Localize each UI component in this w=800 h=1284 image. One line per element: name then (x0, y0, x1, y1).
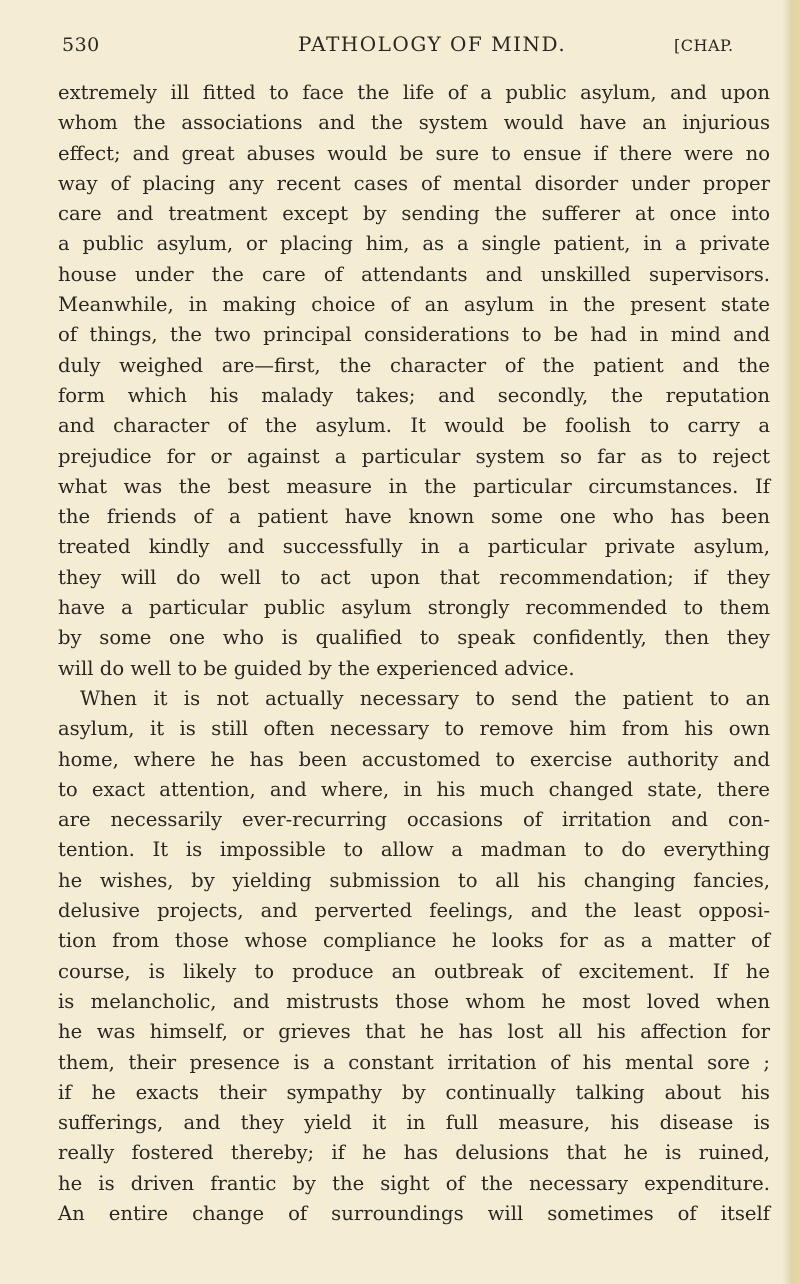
paragraph-end-line: will do well to be guided by the experienced advice. (58, 656, 575, 680)
chapter-mark: [CHAP. (674, 36, 734, 55)
text-line: prejudice for or against a particular system so far as to reject (58, 444, 770, 468)
text-line: to exact attention, and where, in his much changed state, there (58, 777, 770, 801)
text-line: if he exacts their sympathy by continually talking about his (58, 1080, 770, 1104)
running-title: PATHOLOGY OF MIND. (298, 32, 567, 56)
text-line: of things, the two principal considerations to be had in mind and (58, 323, 770, 347)
text-line: what was the best measure in the particular circumstances. If (58, 474, 770, 498)
text-line: tion from those whose compliance he looks for as a matter of (58, 929, 770, 953)
text-line: he is driven frantic by the sight of the necessary expenditure. (58, 1171, 770, 1195)
text-line: delusive projects, and perverted feelings, and the least opposi- (58, 899, 770, 923)
text-line: whom the associations and the system would have an injurious (58, 111, 770, 135)
text-line: house under the care of attendants and unskilled supervisors. (58, 262, 770, 286)
paragraph-start-line: When it is not actually necessary to send the patient to an (80, 686, 770, 710)
text-line: course, is likely to produce an outbreak of excitement. If he (58, 959, 770, 983)
text-line: duly weighed are—first, the character of the patient and the (58, 353, 770, 377)
text-line: they will do well to act upon that recommendation; if they (58, 565, 770, 589)
text-line: is melancholic, and mistrusts those whom he most loved when (58, 989, 770, 1013)
running-head (62, 30, 768, 64)
text-line: really fostered thereby; if he has delusions that he is ruined, (58, 1141, 770, 1165)
text-line: extremely ill fitted to face the life of a public asylum, and upon (58, 81, 770, 104)
text-line: effect; and great abuses would be sure to ensue if there were no (58, 141, 770, 165)
body-text (58, 78, 770, 1229)
page-number: 530 (62, 34, 100, 56)
text-line: tention. It is impossible to allow a madman to do everything (58, 838, 770, 862)
text-line: treated kindly and successfully in a particular private asylum, (58, 535, 770, 559)
text-line: by some one who is qualified to speak confidently, then they (58, 626, 770, 650)
text-line: have a particular public asylum strongly recommended to them (58, 596, 770, 620)
text-line: home, where he has been accustomed to exercise authority and (58, 747, 770, 771)
text-line: them, their presence is a constant irritation of his mental sore ; (58, 1050, 770, 1074)
text-line: way of placing any recent cases of mental disorder under proper (58, 171, 770, 195)
text-line: and character of the asylum. It would be foolish to carry a (58, 414, 770, 438)
text-line: Meanwhile, in making choice of an asylum in the present state (58, 293, 770, 317)
text-line: a public asylum, or placing him, as a single patient, in a private (58, 232, 770, 256)
text-line: An entire change of surroundings will sometimes of itself (58, 1201, 770, 1225)
text-line: care and treatment except by sending the sufferer at once into (58, 202, 770, 226)
text-line: sufferings, and they yield it in full measure, his disease is (58, 1111, 770, 1135)
text-line: form which his malady takes; and secondly, the reputation (58, 383, 770, 407)
text-line: he wishes, by yielding submission to all his changing fancies, (58, 868, 770, 892)
text-line: are necessarily ever-recurring occasions of irritation and con- (58, 808, 770, 832)
page-edge-shadow (782, 0, 800, 1284)
text-line: the friends of a patient have known some one who has been (58, 505, 770, 529)
text-line: asylum, it is still often necessary to remove him from his own (58, 717, 770, 741)
text-line: he was himself, or grieves that he has lost all his affection for (58, 1020, 770, 1044)
